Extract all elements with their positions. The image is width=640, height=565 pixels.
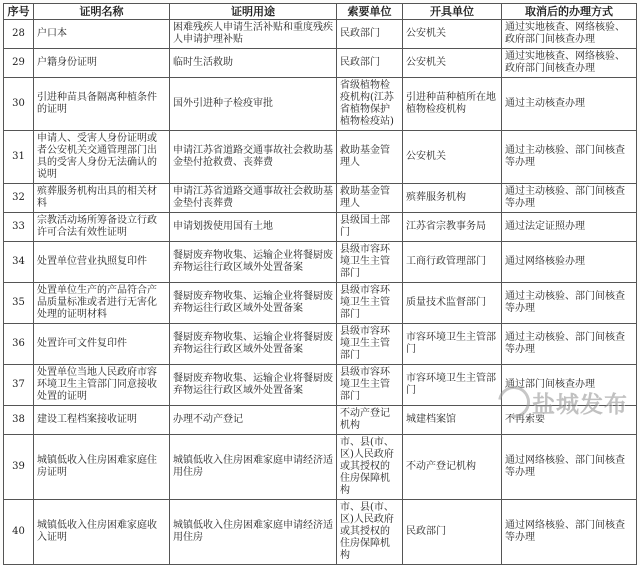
table-row — [4, 500, 637, 565]
document-page — [3, 3, 637, 565]
cell-issuer: 市容环境卫生主管部门 — [403, 365, 502, 406]
cell-requester: 县级市容环境卫生主管部门 — [337, 242, 403, 283]
cell-name: 宗教活动场所筹备设立行政许可合法有效性证明 — [34, 213, 170, 242]
cell-requester: 县级市容环境卫生主管部门 — [337, 365, 403, 406]
cell-no: 40 — [4, 500, 34, 565]
col-header-purpose: 证明用途 — [170, 4, 337, 20]
table-body — [4, 20, 637, 565]
cell-name: 城镇低收入住房困难家庭住房证明 — [34, 435, 170, 500]
table-row — [4, 78, 637, 131]
table-row — [4, 213, 637, 242]
col-header-no: 序号 — [4, 4, 34, 20]
table-row — [4, 283, 637, 324]
cell-method: 通过主动核验、部门间核查等办理 — [502, 324, 637, 365]
cell-issuer: 公安机关 — [403, 20, 502, 49]
cell-method: 通过网络核验、部门间核查等办理 — [502, 500, 637, 565]
cell-purpose: 餐厨废弃物收集、运输企业将餐厨废弃物运往行政区域外处置备案 — [170, 324, 337, 365]
cell-no: 39 — [4, 435, 34, 500]
cell-purpose: 城镇低收入住房困难家庭申请经济适用住房 — [170, 500, 337, 565]
cell-no: 32 — [4, 184, 34, 213]
cell-no: 30 — [4, 78, 34, 131]
cell-purpose: 国外引进种子检疫审批 — [170, 78, 337, 131]
cell-purpose: 申请江苏省道路交通事故社会救助基金垫付抢救费、丧葬费 — [170, 131, 337, 184]
cell-issuer: 民政部门 — [403, 500, 502, 565]
cell-requester: 县级市容环境卫生主管部门 — [337, 324, 403, 365]
cell-name: 建设工程档案接收证明 — [34, 406, 170, 435]
cell-no: 28 — [4, 20, 34, 49]
table-row — [4, 131, 637, 184]
table-row — [4, 406, 637, 435]
table-row — [4, 20, 637, 49]
cell-requester: 省级植物检疫机构(江苏省植物保护植物检疫站) — [337, 78, 403, 131]
cell-requester: 救助基金管理人 — [337, 184, 403, 213]
table-row — [4, 324, 637, 365]
cell-method: 通过法定证照办理 — [502, 213, 637, 242]
cell-method: 通过实地核查、网络核验、政府部门间核查办理 — [502, 49, 637, 78]
cell-requester: 县级国土部门 — [337, 213, 403, 242]
cell-purpose: 办理不动产登记 — [170, 406, 337, 435]
cell-requester: 市、县(市、区)人民政府或其授权的住房保障机构 — [337, 435, 403, 500]
cell-issuer: 质量技术监督部门 — [403, 283, 502, 324]
table-row — [4, 184, 637, 213]
col-header-method: 取消后的办理方式 — [502, 4, 637, 20]
cell-requester: 民政部门 — [337, 20, 403, 49]
cell-method: 通过主动核验、部门间核查等办理 — [502, 283, 637, 324]
col-header-requester: 索要单位 — [337, 4, 403, 20]
cell-name: 引进种苗具备隔离种植条件的证明 — [34, 78, 170, 131]
cell-no: 34 — [4, 242, 34, 283]
cell-method: 通过主动核验、部门间核查等办理 — [502, 184, 637, 213]
cell-requester: 县级市容环境卫生主管部门 — [337, 283, 403, 324]
table-header-row — [4, 4, 637, 20]
cell-name: 殡葬服务机构出具的相关材料 — [34, 184, 170, 213]
cell-no: 35 — [4, 283, 34, 324]
cell-name: 处置许可文件复印件 — [34, 324, 170, 365]
cell-issuer: 引进种苗种植所在地植物检疫机构 — [403, 78, 502, 131]
cell-no: 31 — [4, 131, 34, 184]
cell-purpose: 困难残疾人申请生活补贴和重度残疾人申请护理补贴 — [170, 20, 337, 49]
cell-issuer: 殡葬服务机构 — [403, 184, 502, 213]
cell-issuer: 城建档案馆 — [403, 406, 502, 435]
cell-name: 户口本 — [34, 20, 170, 49]
cell-name: 城镇低收入住房困难家庭收入证明 — [34, 500, 170, 565]
cell-no: 37 — [4, 365, 34, 406]
certificates-table — [3, 3, 637, 565]
cell-issuer: 工商行政管理部门 — [403, 242, 502, 283]
cell-issuer: 公安机关 — [403, 49, 502, 78]
cell-no: 33 — [4, 213, 34, 242]
cell-method: 通过主动核查办理 — [502, 78, 637, 131]
col-header-issuer: 开具单位 — [403, 4, 502, 20]
cell-name: 户籍身份证明 — [34, 49, 170, 78]
cell-method: 通过网络核验、部门间核查等办理 — [502, 435, 637, 500]
cell-name: 申请人、受害人身份证明或者公安机关交通管理部门出具的受害人身份无法确认的说明 — [34, 131, 170, 184]
cell-method: 通过实地核查、网络核验、政府部门间核查办理 — [502, 20, 637, 49]
cell-method: 不再索要 — [502, 406, 637, 435]
cell-method: 通过主动核验、部门间核查等办理 — [502, 131, 637, 184]
cell-purpose: 城镇低收入住房困难家庭申请经济适用住房 — [170, 435, 337, 500]
cell-purpose: 餐厨废弃物收集、运输企业将餐厨废弃物运往行政区域外处置备案 — [170, 242, 337, 283]
watermark-text: 盐城发布 — [532, 390, 628, 418]
cell-purpose: 餐厨废弃物收集、运输企业将餐厨废弃物运往行政区域外处置备案 — [170, 365, 337, 406]
cell-purpose: 申请划拨使用国有土地 — [170, 213, 337, 242]
cell-method: 通过部门间核查办理 — [502, 365, 637, 406]
cell-no: 38 — [4, 406, 34, 435]
cell-purpose: 临时生活救助 — [170, 49, 337, 78]
cell-name: 处置单位生产的产品符合产品质量标准或者进行无害化处理的证明材料 — [34, 283, 170, 324]
cell-issuer: 江苏省宗教事务局 — [403, 213, 502, 242]
cell-requester: 民政部门 — [337, 49, 403, 78]
cell-name: 处置单位营业执照复印件 — [34, 242, 170, 283]
col-header-name: 证明名称 — [34, 4, 170, 20]
cell-purpose: 餐厨废弃物收集、运输企业将餐厨废弃物运往行政区域外处置备案 — [170, 283, 337, 324]
cell-issuer: 市容环境卫生主管部门 — [403, 324, 502, 365]
table-row — [4, 49, 637, 78]
cell-requester: 市、县(市、区)人民政府或其授权的住房保障机构 — [337, 500, 403, 565]
cell-requester: 不动产登记机构 — [337, 406, 403, 435]
cell-requester: 救助基金管理人 — [337, 131, 403, 184]
table-row — [4, 435, 637, 500]
cell-purpose: 申请江苏省道路交通事故社会救助基金垫付丧葬费 — [170, 184, 337, 213]
cell-no: 36 — [4, 324, 34, 365]
cell-issuer: 不动产登记机构 — [403, 435, 502, 500]
table-row — [4, 242, 637, 283]
cell-method: 通过网络核验办理 — [502, 242, 637, 283]
cell-no: 29 — [4, 49, 34, 78]
cell-issuer: 公安机关 — [403, 131, 502, 184]
cell-name: 处置单位当地人民政府市容环境卫生主管部门同意接收处置的证明 — [34, 365, 170, 406]
table-row — [4, 365, 637, 406]
